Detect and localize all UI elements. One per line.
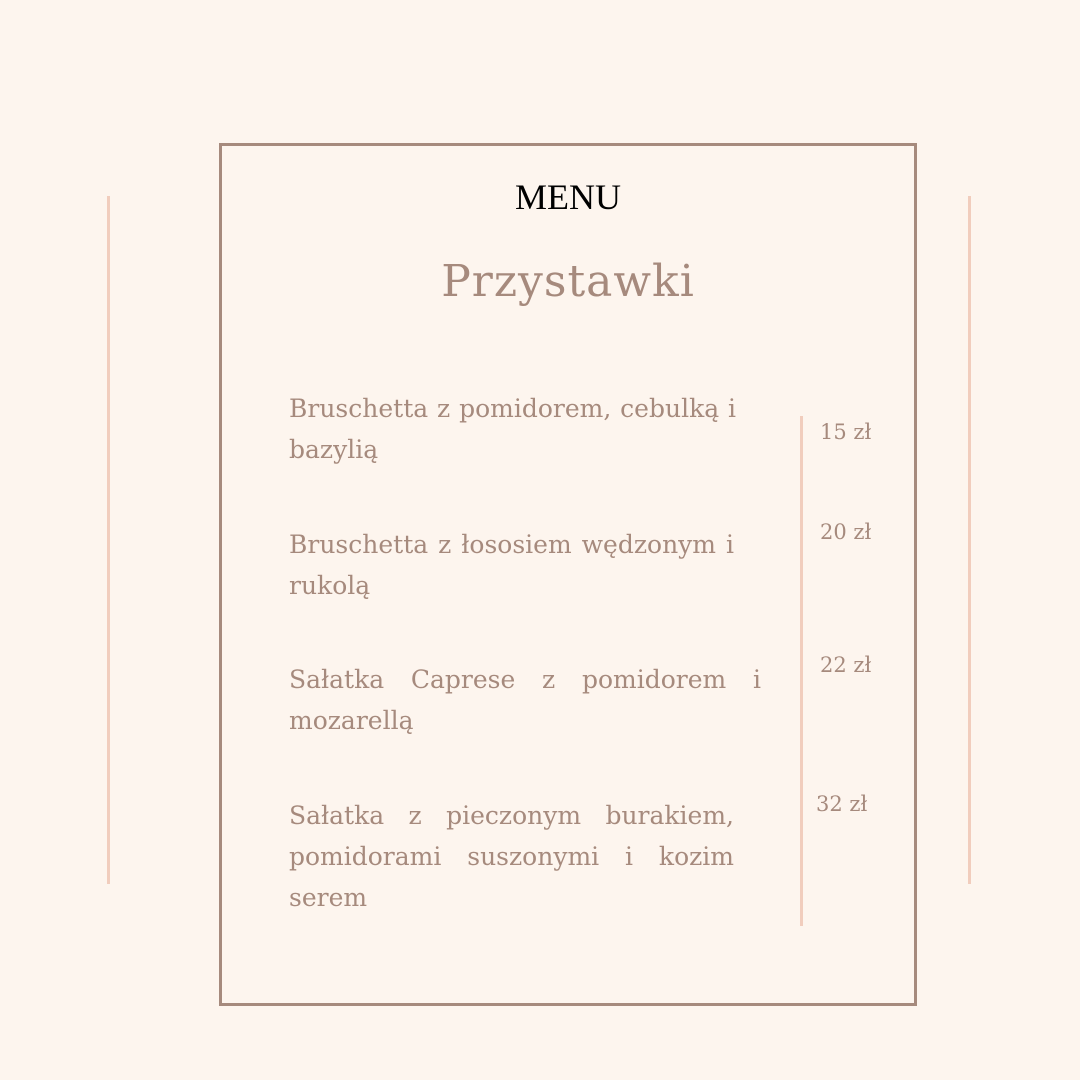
right-decorative-line [968,196,971,884]
menu-item-price: 32 zł [816,792,868,816]
menu-item-name: Sałatka z pieczonym burakiem, pomidorami suszonymi i kozim serem [289,801,734,912]
menu-heading: MENU [515,177,621,217]
menu-item-name: Bruschetta z pomidorem, cebulką i bazylią [289,394,736,464]
menu-item-name: Sałatka Caprese z pomidorem i mozarellą [289,665,761,735]
left-decorative-line [107,196,110,884]
menu-item-price: 22 zł [820,653,872,677]
menu-item-price: 15 zł [820,420,872,444]
menu-item-price: 20 zł [820,520,872,544]
price-divider-line [800,416,803,926]
section-title: Przystawki [441,256,695,307]
menu-item-name: Bruschetta z łososiem wędzonym i rukolą [289,530,734,600]
menu-card [219,143,917,1006]
